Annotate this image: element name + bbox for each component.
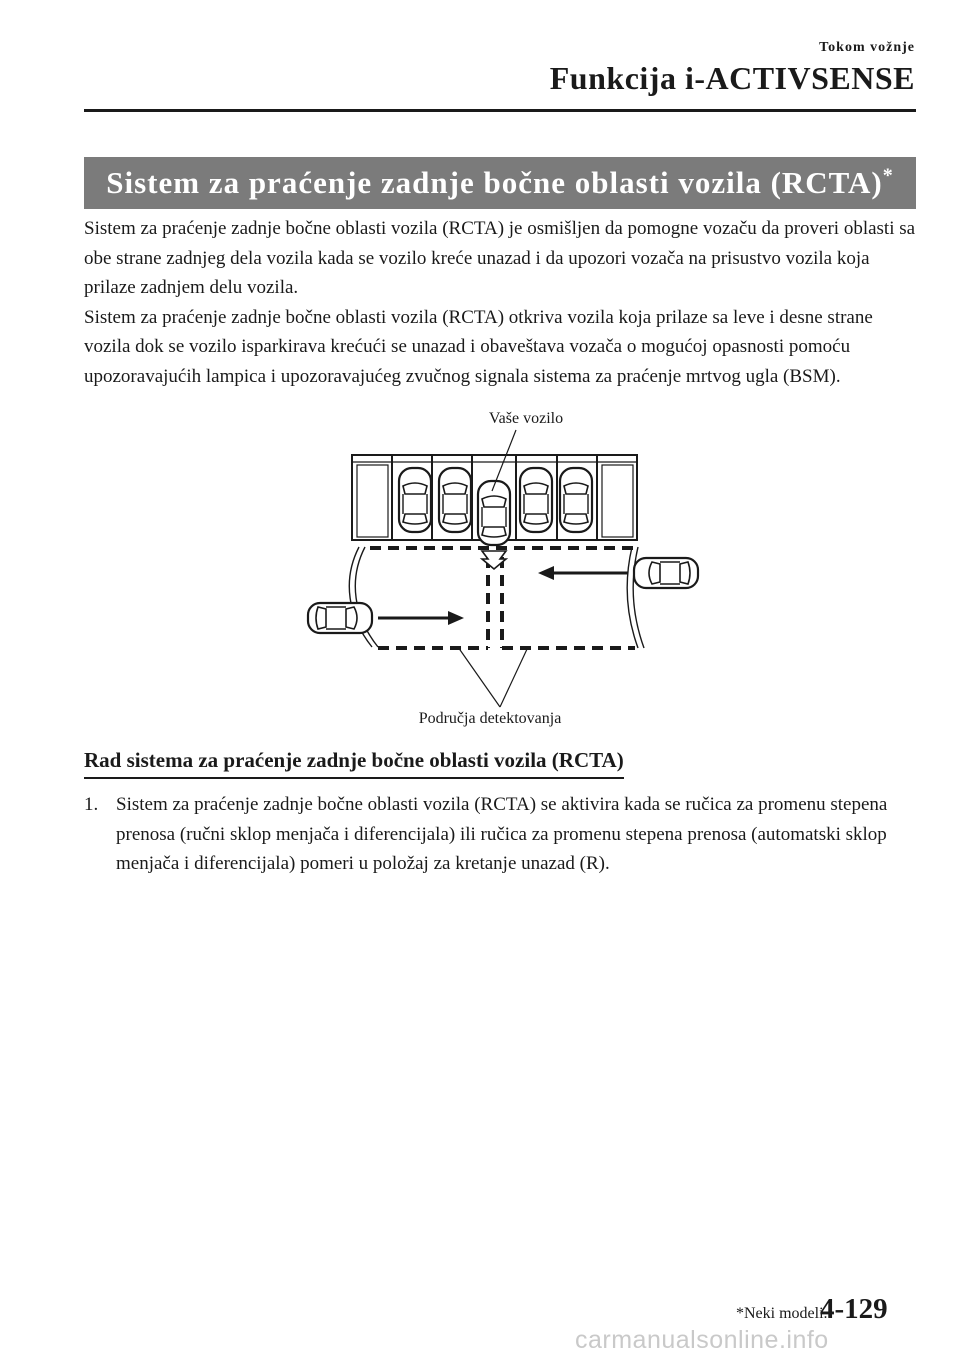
running-header-chapter: Funkcija i-ACTIVSENSE: [549, 60, 915, 96]
page-number: 4-129: [820, 1293, 888, 1325]
intro-text: [84, 214, 916, 391]
approach-arrow-left: [378, 611, 464, 625]
parked-car-icon: [399, 468, 431, 532]
list-item-text: Sistem za praćenje zadnje bočne oblasti vozila (RCTA) se aktivira kada se ručica za promenu stepena prenosa (ručni sklop menjača i diferencijala) ili ručica za promenu stepena prenosa (automatski sklop menjača i diferencijala) pomeri u položaj za kretanje unazad (R).: [116, 794, 888, 874]
header-divider: [84, 109, 916, 112]
intro-paragraph-2: Sistem za praćenje zadnje bočne oblasti vozila (RCTA) otkriva vozila koja prilaze sa leve i desne strane vozila dok se vozilo isparkirava krećući se unazad i obaveštava vozača o mogućoj opasnosti pomoću upozoravajućih lampica i upozoravajućeg zvučnog signala sistema za praćenje mrtvog ugla (BSM).: [84, 306, 873, 387]
section-heading: Rad sistema za praćenje zadnje bočne oblasti vozila (RCTA): [84, 748, 624, 779]
detection-zones: [370, 548, 635, 648]
parked-car-icon: [560, 468, 592, 532]
list-item: [84, 790, 916, 879]
running-header-section: Tokom vožnje: [819, 40, 915, 55]
callout-line-zone-left: [458, 647, 500, 707]
approaching-vehicle-left-icon: [308, 603, 372, 633]
list-item-number: 1.: [84, 794, 99, 815]
rcta-diagram: [290, 405, 710, 735]
page-title-bar: [84, 157, 916, 209]
parked-car-icon: [520, 468, 552, 532]
approaching-vehicle-right-icon: [634, 558, 698, 588]
watermark: carmanualsonline.info: [575, 1326, 829, 1354]
steps-list: [84, 790, 916, 879]
callout-line-zone-right: [500, 647, 528, 707]
label-own-vehicle: Vaše vozilo: [488, 410, 564, 427]
intro-paragraph-1: Sistem za praćenje zadnje bočne oblasti vozila (RCTA) je osmišljen da pomogne vozaču da proveri oblasti sa obe strane zadnjeg dela vozila kada se vozilo kreće unazad i da upozori vozača na prisustvo vozila koja prilaze zadnjem delu vozila.: [84, 218, 916, 298]
page-title-mark: *: [882, 164, 894, 187]
approach-arrow-right: [538, 566, 628, 580]
footnote: *Neki modeli.: [736, 1305, 828, 1322]
own-vehicle-icon: [478, 481, 510, 545]
page-title-text: Sistem za praćenje zadnje bočne oblasti vozila (RCTA): [106, 165, 883, 200]
parked-car-icon: [439, 468, 471, 532]
page-title: [106, 165, 894, 201]
rcta-diagram-svg: [290, 405, 710, 735]
label-detection-areas: Područja detektovanja: [418, 710, 562, 727]
